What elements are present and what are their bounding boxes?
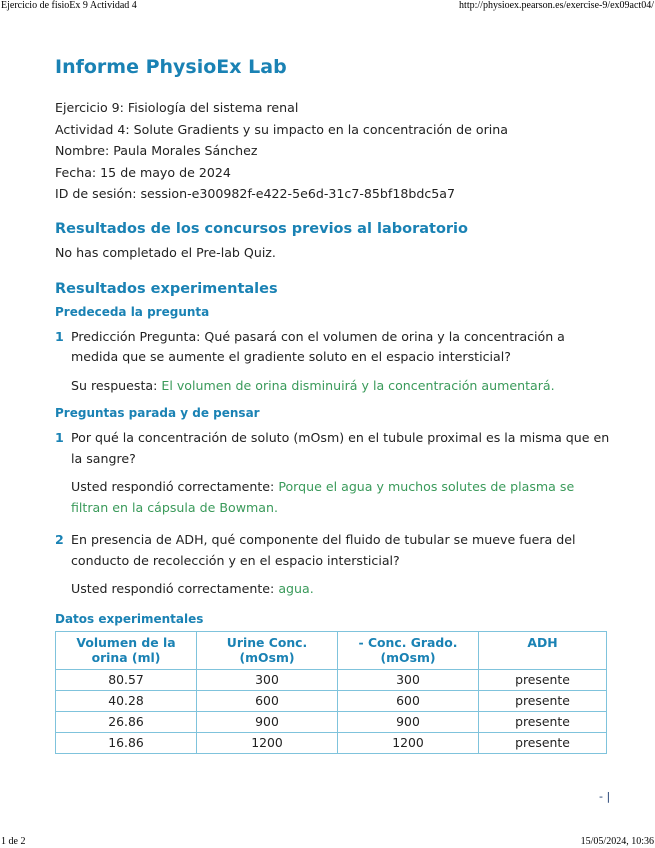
table-cell: 1200 [197,732,338,753]
stop-think-question-1 [55,428,610,469]
table-cell: presente [479,711,607,732]
predict-heading: Predeceda la pregunta [55,304,210,319]
table-cell: presente [479,690,607,711]
question-number: 2 [55,532,64,547]
table-row [56,711,607,732]
stop-think-answer-1 [55,477,610,518]
column-header: Volumen de la orina (ml) [56,631,197,669]
answer-label: Usted respondió correctamente: [71,479,275,494]
print-header-url: http://physioex.pearson.es/exercise-9/ex09act04/ [459,0,654,11]
table-row [56,732,607,753]
table-cell: 300 [338,669,479,690]
table-cell: 900 [338,711,479,732]
table-cell: presente [479,732,607,753]
experimental-heading: Resultados experimentales [55,280,278,297]
question-text: Predicción Pregunta: Qué pasará con el volumen de orina y la concentración a medida que se aumente el gradiente soluto en el espacio intersticial? [71,328,565,364]
data-table [55,631,607,754]
answer-text: Porque el agua y muchos solutes de plasma se filtran en la cápsula de Bowman. [71,479,575,515]
report-title: Informe PhysioEx Lab [55,56,287,78]
column-header: - Conc. Grado. (mOsm) [338,631,479,669]
answer-text: El volumen de orina disminuirá y la concentración aumentará. [161,377,555,393]
meta-date: Fecha: 15 de mayo de 2024 [55,164,231,180]
question-number: 1 [55,328,64,344]
print-header-title: Ejercicio de fisioEx 9 Actividad 4 [1,0,137,11]
predict-question-1 [55,327,610,368]
table-cell: 40.28 [56,690,197,711]
prelab-heading: Resultados de los concursos previos al laboratorio [55,220,468,237]
predict-answer-1 [55,376,610,397]
question-text: En presencia de ADH, qué componente del fluido de tubular se mueve fuera del conducto de recolección y en el espacio intersticial? [71,532,576,568]
table-row [56,690,607,711]
report-page [55,54,610,754]
table-cell: 600 [338,690,479,711]
report-meta [55,97,610,205]
table-cell: presente [479,669,607,690]
table-cell: 1200 [338,732,479,753]
meta-exercise: Ejercicio 9: Fisiología del sistema renal [55,100,299,115]
print-footer [0,836,655,848]
meta-session-id: ID de sesión: session-e300982f-e422-5e6d-31c7-85bf18bdc5a7 [55,186,456,201]
stop-think-answer-2 [55,579,610,600]
stop-think-heading: Preguntas parada y de pensar [55,406,260,420]
column-header: Urine Conc. (mOsm) [197,631,338,669]
page-count: 1 de 2 [1,836,26,847]
table-cell: 300 [197,669,338,690]
table-cell: 600 [197,690,338,711]
answer-text: agua. [278,581,314,596]
table-header-row [56,631,607,669]
answer-label: Su respuesta: [71,377,158,393]
table-row [56,669,607,690]
print-timestamp: 15/05/2024, 10:36 [580,836,654,847]
answer-label: Usted respondió correctamente: [71,581,275,596]
table-cell: 900 [197,711,338,732]
table-cell: 16.86 [56,732,197,753]
table-cell: 26.86 [56,711,197,732]
table-cell: 80.57 [56,669,197,690]
data-heading: Datos experimentales [55,611,204,626]
meta-activity: Actividad 4: Solute Gradients y su impacto en la concentración de orina [55,121,508,137]
column-header: ADH [479,631,607,669]
page-marker: - | [599,790,611,803]
question-text: Por qué la concentración de soluto (mOsm) en el tubule proximal es la misma que en la sangre? [71,430,610,466]
meta-name: Nombre: Paula Morales Sánchez [55,143,258,158]
stop-think-question-2 [55,530,610,571]
question-number: 1 [55,430,64,445]
prelab-text: No has completado el Pre-lab Quiz. [55,244,276,260]
print-header [0,0,655,12]
